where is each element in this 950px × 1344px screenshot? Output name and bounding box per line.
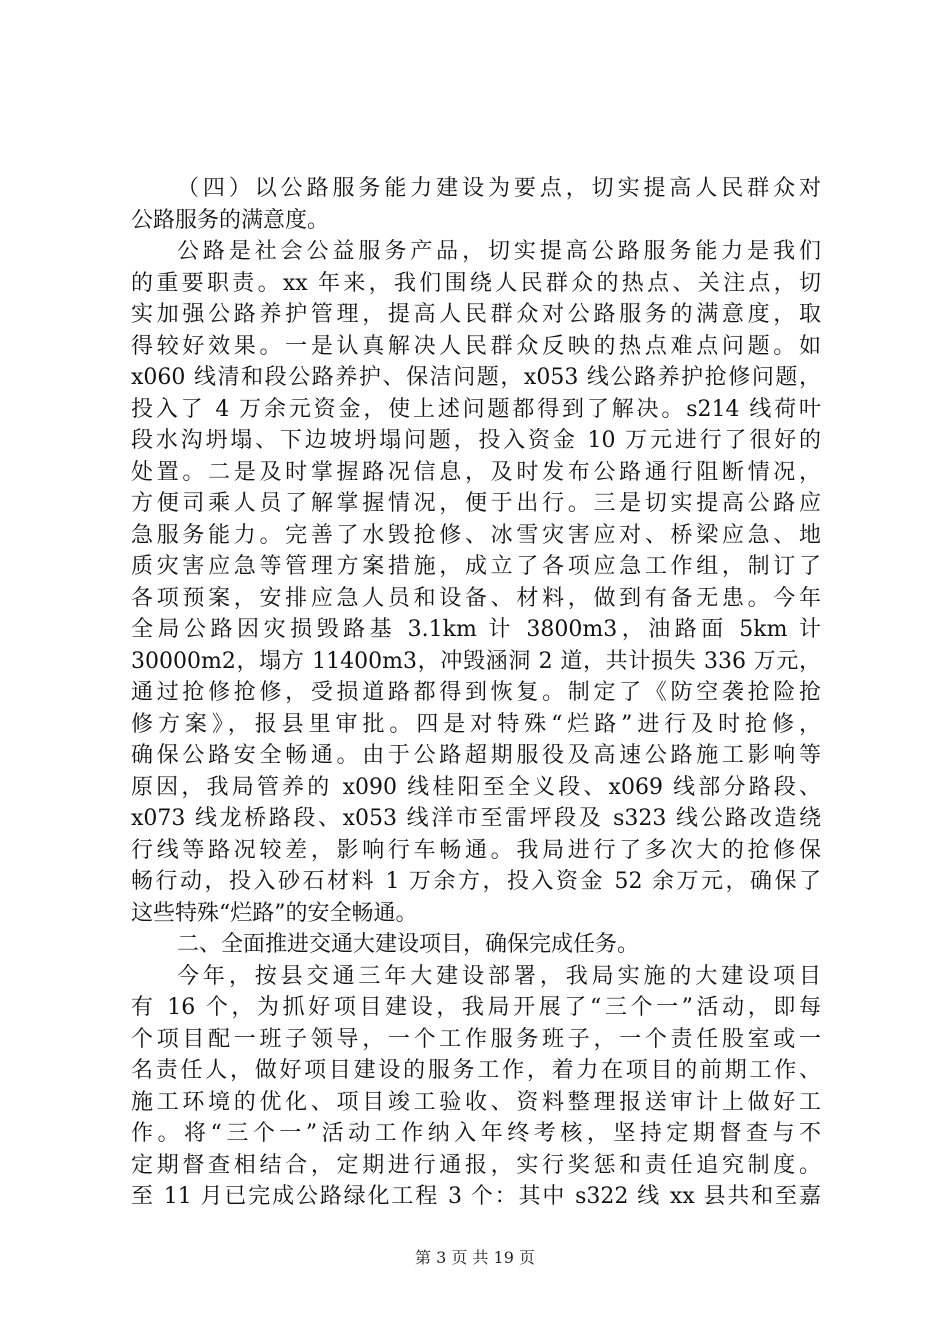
- text-line: 二、全面推进交通大建设项目，确保完成任务。: [177, 932, 640, 957]
- text-line: 段水沟坍塌、下边坡坍塌问题，投入资金 10 万元进行了很好的: [131, 428, 821, 453]
- text-line: 施工环境的优化、项目竣工验收、资料整理报送审计上做好工: [131, 1089, 821, 1115]
- text-line: 行线等路况较差，影响行车畅通。我局进行了多次大的抢修保: [131, 837, 821, 863]
- document-body: [131, 173, 821, 1213]
- text-line: 质灾害应急等管理方案措施，成立了各项应急工作组，制订了: [131, 554, 821, 579]
- text-line: 实加强公路养护管理，提高人民群众对公路服务的满意度，取: [131, 302, 821, 327]
- text-line: 投入了 4 万余元资金，使上述问题都得到了解决。s214 线荷叶: [131, 396, 821, 422]
- text-line: 原因，我局管养的 x090 线桂阳至全义段、x069 线部分路段、: [131, 774, 821, 800]
- text-line: 定期督查相结合，定期进行通报，实行奖惩和责任追究制度。: [131, 1152, 821, 1178]
- text-line: 通过抢修抢修，受损道路都得到恢复。制定了《防空袭抢险抢: [131, 680, 821, 705]
- text-line: 名责任人，做好项目建设的服务工作，着力在项目的前期工作、: [131, 1058, 821, 1083]
- text-line: 这些特殊“烂路”的安全畅通。: [131, 900, 418, 926]
- text-line: 公路服务的满意度。: [131, 207, 330, 233]
- text-line: 确保公路安全畅通。由于公路超期服役及高速公路施工影响等: [131, 743, 821, 768]
- text-line: 修方案》，报县里审批。四是对特殊“烂路”进行及时抢修，: [131, 711, 821, 737]
- text-line: 有 16 个，为抓好项目建设，我局开展了“三个一”活动，即每: [131, 995, 821, 1020]
- text-line: 急服务能力。完善了水毁抢修、冰雪灾害应对、桥梁应急、地: [131, 522, 821, 548]
- text-line: 各项预案，安排应急人员和设备、材料，做到有备无患。今年: [131, 585, 821, 611]
- text-line: 的重要职责。xx 年来，我们围绕人民群众的热点、关注点，切: [131, 270, 821, 296]
- text-line: 畅行动，投入砂石材料 1 万余方，投入资金 52 余万元，确保了: [131, 869, 821, 894]
- text-line: x073 线龙桥路段、x053 线洋市至雷坪段及 s323 线公路改造绕: [131, 806, 821, 831]
- page-number-footer: 第 3 页 共 19 页: [415, 1248, 535, 1267]
- text-line: 作。将“三个一”活动工作纳入年终考核，坚持定期督查与不: [131, 1121, 821, 1146]
- text-line: 今年，按县交通三年大建设部署，我局实施的大建设项目: [177, 963, 821, 989]
- text-line: 公路是社会公益服务产品，切实提高公路服务能力是我们: [177, 239, 821, 264]
- text-line: 处置。二是及时掌握路况信息，及时发布公路通行阻断情况，: [131, 459, 821, 485]
- text-line: 全局公路因灾损毁路基 3.1km 计 3800m3，油路面 5km 计: [131, 617, 821, 642]
- text-line: 30000m2，塌方 11400m3，冲毁涵洞 2 道，共计损失 336 万元，: [131, 648, 821, 674]
- text-line: x060 线清和段公路养护、保洁问题，x053 线公路养护抢修问题，: [131, 365, 821, 390]
- text-line: 方便司乘人员了解掌握情况，便于出行。三是切实提高公路应: [131, 491, 821, 516]
- text-line: （四）以公路服务能力建设为要点，切实提高人民群众对: [177, 176, 821, 201]
- text-line: 至 11 月已完成公路绿化工程 3 个：其中 s322 线 xx 县共和至嘉: [131, 1184, 821, 1209]
- text-line: 个项目配一班子领导，一个工作服务班子，一个责任股室或一: [131, 1026, 821, 1052]
- text-line: 得较好效果。一是认真解决人民群众反映的热点难点问题。如: [131, 333, 821, 359]
